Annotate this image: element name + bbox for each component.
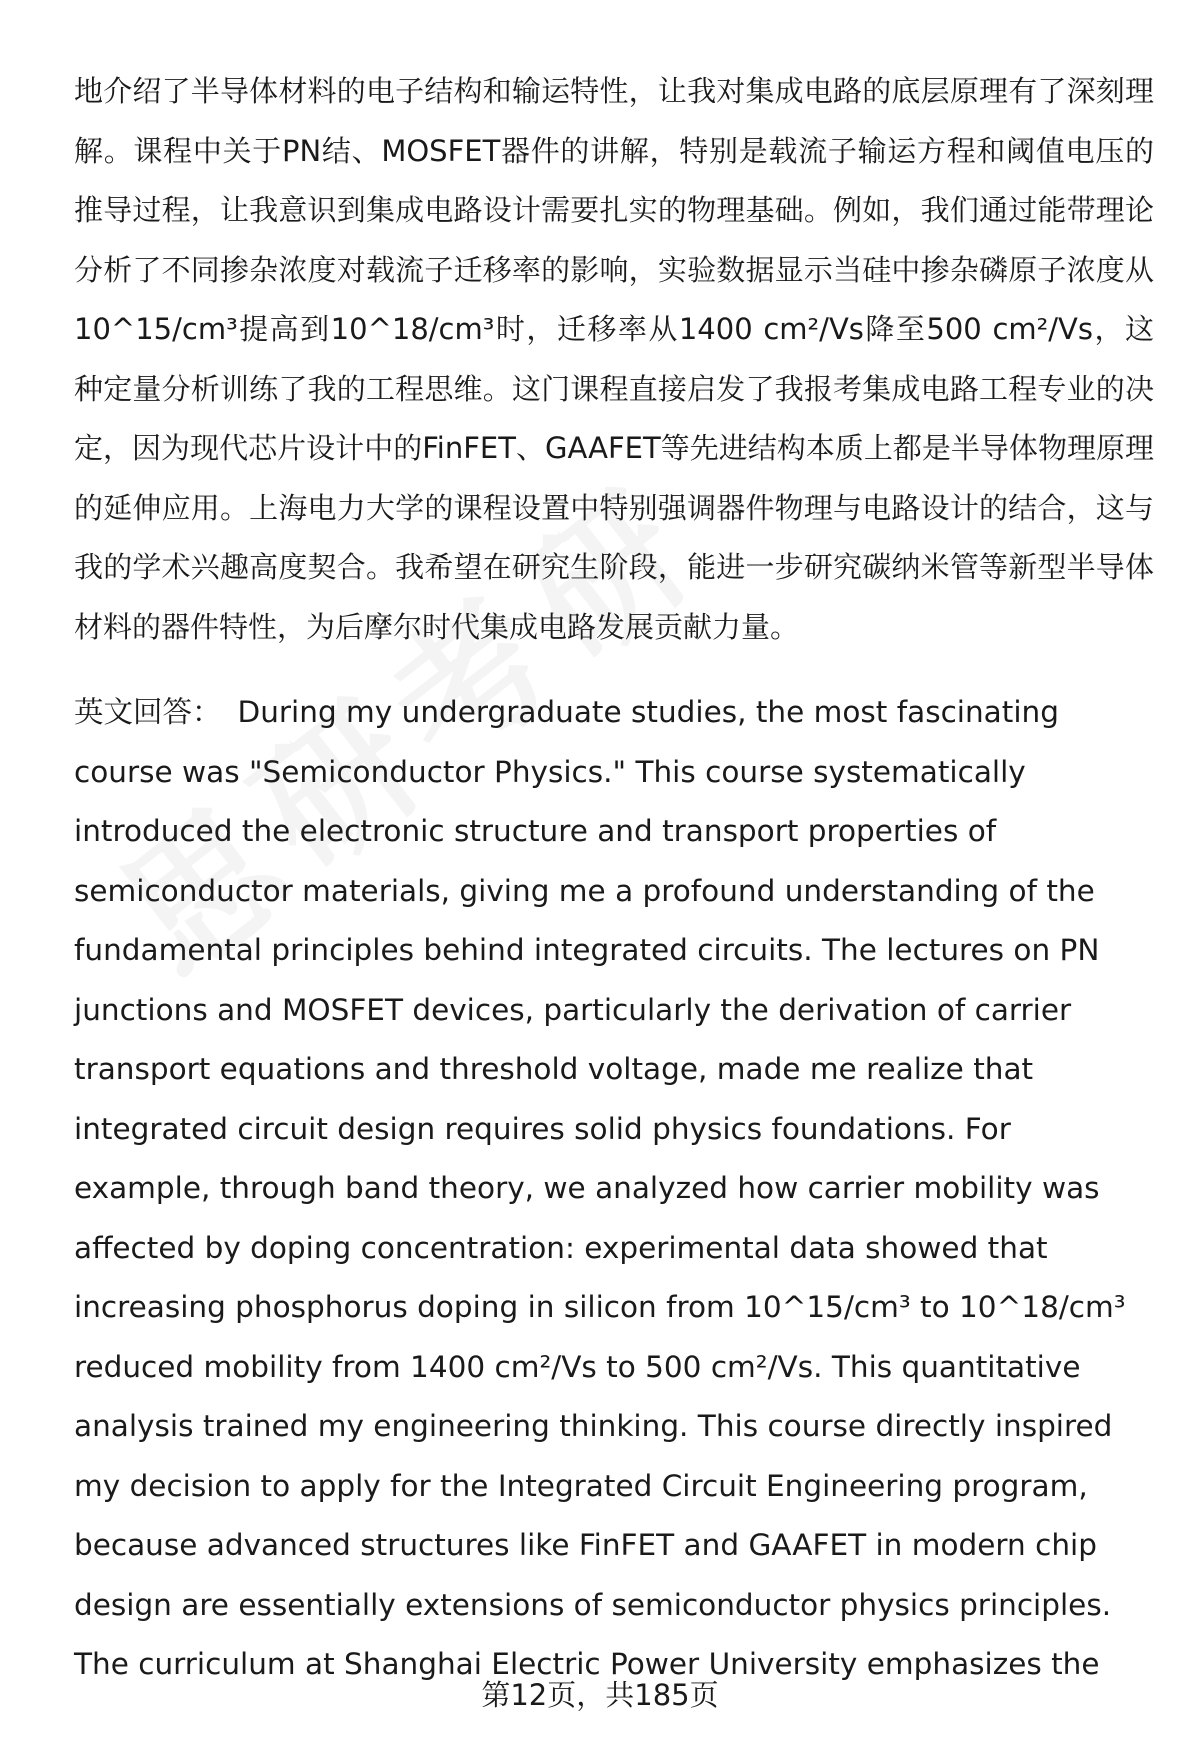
chinese-answer-paragraph: 地介绍了半导体材料的电子结构和输运特性，让我对集成电路的底层原理有了深刻理解。课程中关于PN结、MOSFET器件的讲解，特别是载流子输运方程和阈值电压的推导过程，让我意识到集成电路设计需要扎实的物理基础。例如，我们通过能带理论分析了不同掺杂浓度对载流子迁移率的影响，实验数据显示当硅中掺杂磷原子浓度从10^15/cm³提高到10^18/cm³时，迁移率从1400 cm²/Vs降至500 cm²/Vs，这种定量分析训练了我的工程思维。这门课程直接启发了我报考集成电路工程专业的决定，因为现代芯片设计中的FinFET、GAAFET等先进结构本质上都是半导体物理原理的延伸应用。上海电力大学的课程设置中特别强调器件物理与电路设计的结合，这与我的学术兴趣高度契合。我希望在研究生阶段，能进一步研究碳纳米管等新型半导体材料的器件特性，为后摩尔时代集成电路发展贡献力量。 [74,74,1154,644]
english-answer-text: During my undergraduate studies, the most fascinating course was "Semiconductor Physics." This course systematically introduced the electronic structure and transport properties of semiconductor materials, giving me a profound understanding of the fundamental principles behind integrated circuits. The lectures on PN junctions and MOSFET devices, particularly the derivation of carrier transport equations and threshold voltage, made me realize that integrated circuit design requires solid physics foundations. For example, through band theory, we analyzed how carrier mobility was affected by doping concentration: experimental data showed that increasing phosphorus doping in silicon from 10^15/cm³ to 10^18/cm³ reduced mobility from 1400 cm²/Vs to 500 cm²/Vs. This quantitative analysis trained my engineering thinking. This course directly inspired my decision to apply for the Integrated Circuit Engineering program, because advanced structures like FinFET and GAAFET in modern chip design are essentially extensions of semiconductor physics principles. The curriculum at Shanghai Electric Power University emphasizes the [74,695,1126,1681]
english-answer-paragraph [74,683,1154,1695]
english-answer-label: 英文回答： [74,695,222,729]
page-number: 第12页，共185页 [481,1678,719,1712]
document-body [74,62,1154,1695]
